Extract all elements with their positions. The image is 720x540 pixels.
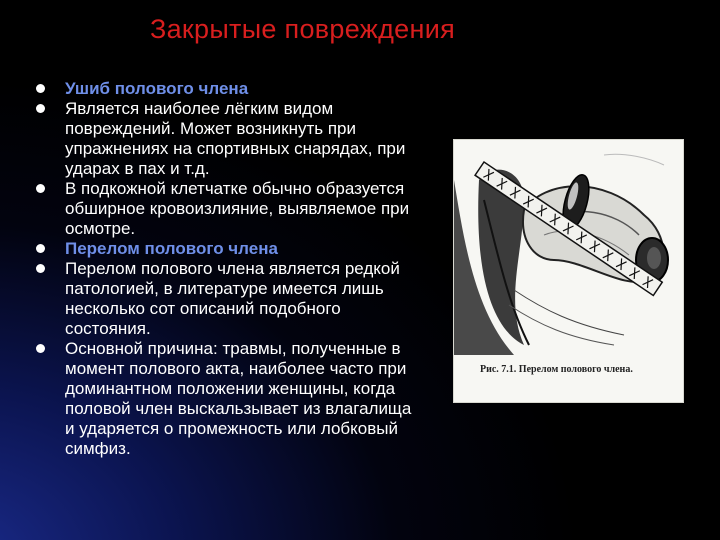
bullet-item [36, 239, 416, 259]
bullet-icon [36, 264, 45, 273]
bullet-list [36, 79, 416, 459]
bullet-icon [36, 104, 45, 113]
bullet-icon [36, 344, 45, 353]
medical-illustration [453, 139, 684, 403]
bullet-icon [36, 244, 45, 253]
bullet-item [36, 339, 416, 459]
figure-caption: Рис. 7.1. Перелом полового члена. [480, 364, 633, 375]
bullet-text: Ушиб полового члена [65, 79, 249, 98]
bullet-text: Перелом полового члена [65, 239, 278, 258]
bullet-icon [36, 184, 45, 193]
bullet-icon [36, 84, 45, 93]
bullet-text: В подкожной клетчатке обычно образуется обширное кровоизлияние, выявляемое при осмотре. [65, 179, 410, 238]
bullet-text: Основной причина: травмы, полученные в момент полового акта, наиболее часто при доминантном положении женщины, когда половой член выскальзывает из влагалища и ударяется о промежность или лобковый симфиз. [65, 339, 412, 458]
bullet-item [36, 79, 416, 99]
bullet-item [36, 259, 416, 339]
slide-title: Закрытые повреждения [150, 14, 456, 44]
bullet-item [36, 179, 416, 239]
bullet-item [36, 99, 416, 179]
anatomy-drawing [454, 140, 683, 402]
bullet-text: Является наиболее лёгким видом повреждений. Может возникнуть при упражнениях на спортивных снарядах, при ударах в пах и т.д. [65, 99, 406, 178]
bullet-text: Перелом полового члена является редкой патологией, в литературе имеется лишь несколько сот описаний подобного состояния. [65, 259, 400, 338]
